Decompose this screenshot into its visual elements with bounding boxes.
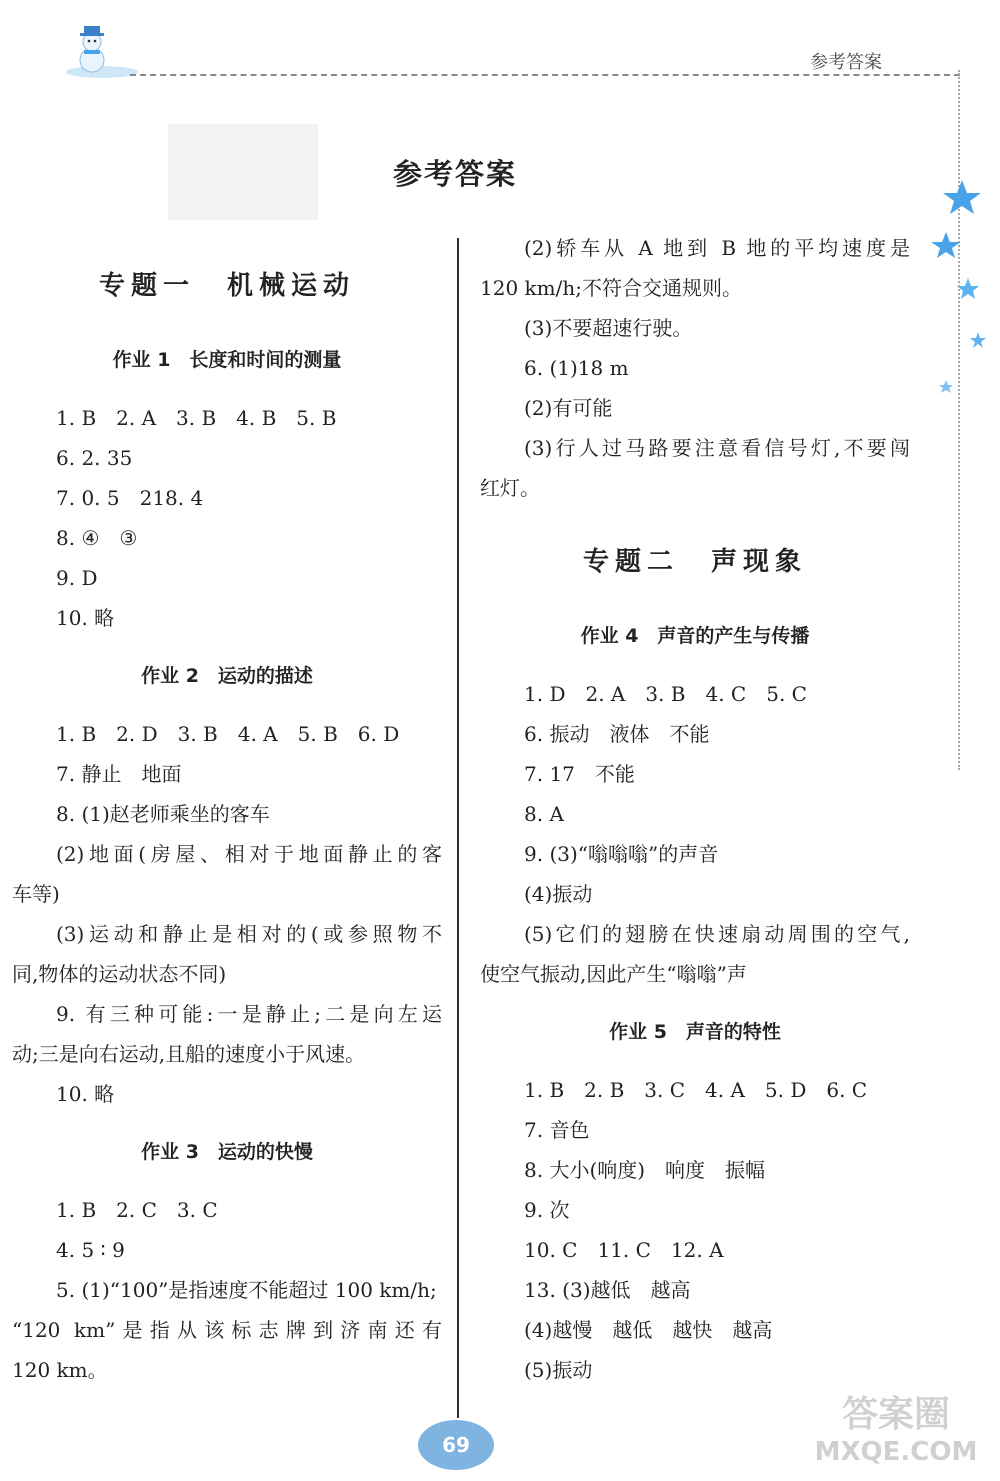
answer-line: (5)它们的翅膀在快速扇动周围的空气, xyxy=(524,922,910,946)
homework-heading: 作业 4 声音的产生与传播 xyxy=(580,625,810,647)
column-divider xyxy=(457,238,459,1418)
homework-heading: 作业 3 运动的快慢 xyxy=(141,1141,313,1163)
answer-line: 1. B 2. C 3. C xyxy=(56,1198,218,1222)
answer-line: 6. 2. 35 xyxy=(56,446,133,470)
header-divider xyxy=(130,74,960,76)
answer-line: 6. (1)18 m xyxy=(524,356,629,380)
answer-line: 同,物体的运动状态不同) xyxy=(12,962,227,986)
watermark-text: 答案圈 xyxy=(841,1394,950,1435)
answer-line: 7. 静止 地面 xyxy=(56,762,182,786)
answer-line: (2)轿车从 A 地到 B 地的平均速度是 xyxy=(524,236,910,260)
answer-line: 6. 振动 液体 不能 xyxy=(524,722,710,746)
answer-line: (4)振动 xyxy=(524,882,593,906)
answer-line: (3)运动和静止是相对的(或参照物不 xyxy=(56,922,442,946)
edge-dotted-line xyxy=(958,70,960,770)
answer-line: (3)行人过马路要注意看信号灯,不要闯 xyxy=(524,436,910,460)
answer-line: 120 km/h;不符合交通规则。 xyxy=(480,276,742,300)
answer-line: 9. D xyxy=(56,566,98,590)
answer-line: 120 km。 xyxy=(12,1358,108,1382)
header-label: 参考答案 xyxy=(810,52,882,73)
answer-line: 7. 音色 xyxy=(524,1118,590,1142)
answer-line: 红灯。 xyxy=(480,476,540,500)
answer-line: 13. (3)越低 越高 xyxy=(524,1278,691,1302)
homework-heading: 作业 1 长度和时间的测量 xyxy=(112,349,342,371)
answer-line: 8. 大小(响度) 响度 振幅 xyxy=(524,1158,766,1182)
answer-line: 9. 有三种可能:一是静止;二是向左运 xyxy=(56,1002,442,1026)
answer-line: 9. 次 xyxy=(524,1198,570,1222)
topic-heading: 专题一 机械运动 xyxy=(98,271,355,301)
answer-line: 10. C 11. C 12. A xyxy=(524,1238,724,1262)
answer-line: 8. ④ ③ xyxy=(56,526,138,550)
answer-line: 7. 0. 5 218. 4 xyxy=(56,486,204,510)
answer-line: (2)地面(房屋、相对于地面静止的客 xyxy=(56,842,442,866)
answer-line: (2)有可能 xyxy=(524,396,613,420)
answer-line: 9. (3)“嗡嗡嗡”的声音 xyxy=(524,842,719,866)
answer-line: 8. (1)赵老师乘坐的客车 xyxy=(56,802,270,826)
answer-line: 10. 略 xyxy=(56,1082,115,1106)
answer-line: 1. D 2. A 3. B 4. C 5. C xyxy=(524,682,807,706)
answer-line: (3)不要超速行驶。 xyxy=(524,316,693,340)
page-number: 69 xyxy=(418,1420,494,1470)
watermark-url: MXQE.COM xyxy=(814,1437,978,1467)
watermark-logo xyxy=(806,1393,986,1473)
page-title: 参考答案 xyxy=(392,157,517,191)
answer-line: 10. 略 xyxy=(56,606,115,630)
answer-line: 5. (1)“100”是指速度不能超过 100 km/h; xyxy=(56,1278,437,1302)
topic-heading: 专题二 声现象 xyxy=(582,547,807,577)
answer-line: “120 km”是指从该标志牌到济南还有 xyxy=(12,1318,442,1342)
answer-line: 动;三是向右运动,且船的速度小于风速。 xyxy=(12,1042,366,1066)
answer-line: 8. A xyxy=(524,802,564,826)
answer-line: (5)振动 xyxy=(524,1358,593,1382)
star-decoration-icon xyxy=(916,180,986,420)
answer-line: 1. B 2. A 3. B 4. B 5. B xyxy=(56,406,337,430)
answer-line: 使空气振动,因此产生“嗡嗡”声 xyxy=(480,962,747,986)
homework-heading: 作业 2 运动的描述 xyxy=(141,665,313,687)
right-column xyxy=(480,228,910,1390)
snowman-illustration xyxy=(62,20,142,80)
answer-line: 7. 17 不能 xyxy=(524,762,635,786)
answer-line: 4. 5 ∶ 9 xyxy=(56,1238,125,1262)
answer-line: 1. B 2. B 3. C 4. A 5. D 6. C xyxy=(524,1078,868,1102)
answer-line: (4)越慢 越低 越快 越高 xyxy=(524,1318,773,1342)
answer-line: 1. B 2. D 3. B 4. A 5. B 6. D xyxy=(56,722,400,746)
answer-line: 车等) xyxy=(12,882,60,906)
homework-heading: 作业 5 声音的特性 xyxy=(609,1021,781,1043)
left-column xyxy=(12,262,442,1390)
